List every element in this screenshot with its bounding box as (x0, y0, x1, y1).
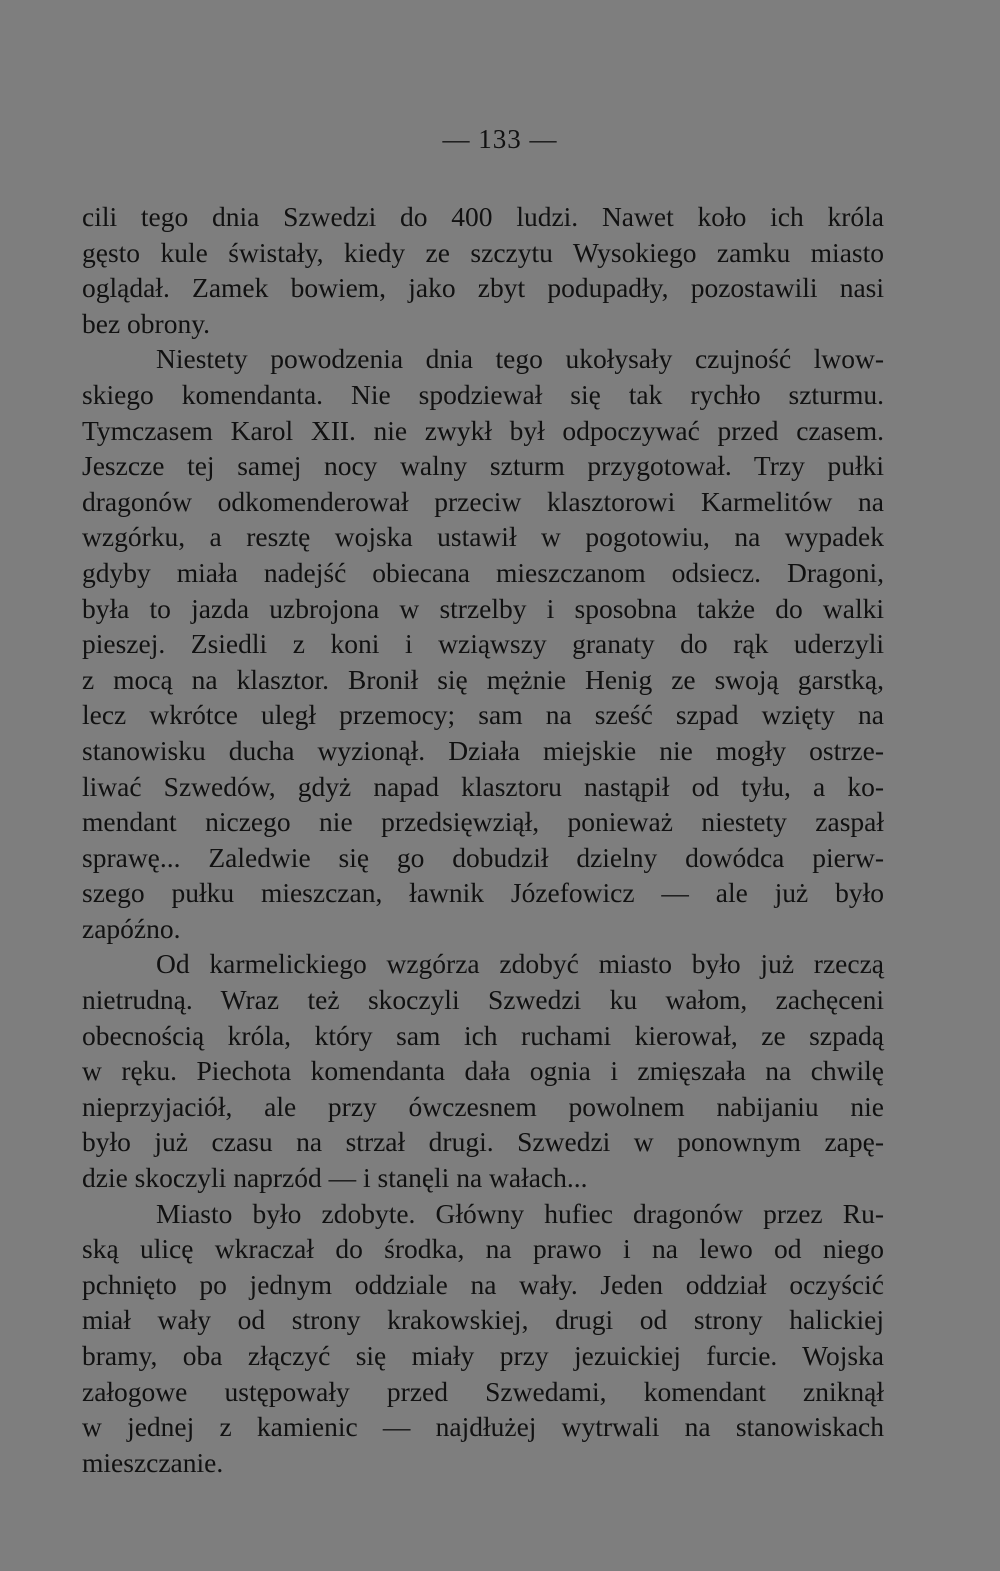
text-line: gęsto kule świstały, kiedy ze szczytu Wysokiego zamku miasto (82, 236, 884, 268)
text-line: bez obrony. (82, 307, 211, 339)
text-line: dragonów odkomenderował przeciw klasztorowi Karmelitów na (82, 485, 884, 517)
text-line: liwać Szwedów, gdyż napad klasztoru nastąpił od tyłu, a ko- (82, 770, 884, 802)
text-line: była to jazda uzbrojona w strzelby i sposobna także do walki (82, 592, 884, 624)
text-line: stanowisku ducha wyzionął. Działa miejskie nie mogły ostrze- (82, 734, 884, 766)
text-line: cili tego dnia Szwedzi do 400 ludzi. Nawet koło ich króla (82, 201, 884, 232)
text-line: gdyby miała nadejść obiecana mieszczanom odsiecz. Dragoni, (82, 556, 884, 588)
text-line: z mocą na klasztor. Bronił się mężnie Henig ze swoją garstką, (82, 663, 884, 695)
text-line: oglądał. Zamek bowiem, jako zbyt podupadły, pozostawili nasi (82, 272, 884, 304)
text-line: mendant niczego nie przedsięwziął, ponieważ niestety zaspał (82, 806, 884, 838)
text-line: Jeszcze tej samej nocy walny szturm przygotował. Trzy pułki (82, 450, 884, 482)
text-line: dzie skoczyli naprzód — i stanęli na wałach... (82, 1162, 588, 1194)
text-line: było już czasu na strzał drugi. Szwedzi w ponownym zapę- (82, 1126, 884, 1158)
text-line: obecnością króla, który sam ich ruchami kierował, ze szpadą (82, 1019, 884, 1051)
text-line: wzgórku, a resztę wojska ustawił w pogotowiu, na wypadek (82, 521, 884, 553)
text-line: nieprzyjaciół, ale przy ówczesnem powolnem nabijaniu nie (82, 1090, 884, 1122)
text-line: nietrudną. Wraz też skoczyli Szwedzi ku wałom, zachęceni (82, 984, 884, 1016)
text-line: załogowe ustępowały przed Szwedami, komendant zniknął (82, 1375, 884, 1407)
text-line: Od karmelickiego wzgórza zdobyć miasto było już rzeczą (156, 948, 884, 980)
text-line: Niestety powodzenia dnia tego ukołysały czujność lwow- (156, 343, 884, 375)
text-line: pchnięto po jednym oddziale na wały. Jeden oddział oczyścić (82, 1268, 884, 1300)
text-line: bramy, oba złączyć się miały przy jezuickiej furcie. Wojska (82, 1340, 884, 1371)
text-line: Tymczasem Karol XII. nie zwykł był odpoczywać przed czasem. (82, 414, 884, 446)
text-line: w jednej z kamienic — najdłużej wytrwali na stanowiskach (82, 1411, 884, 1443)
text-line: lecz wkrótce uległ przemocy; sam na sześć szpad wzięty na (82, 699, 884, 731)
page-number: — 133 — (442, 124, 558, 154)
text-line: ską ulicę wkraczał do środka, na prawo i na lewo od niego (82, 1233, 884, 1265)
text-line: zapóźno. (82, 912, 181, 944)
text-line: skiego komendanta. Nie spodziewał się tak rychło szturmu. (82, 378, 884, 410)
text-line: miał wały od strony krakowskiej, drugi od strony halickiej (82, 1304, 884, 1336)
text-line: szego pułku mieszczan, ławnik Józefowicz — ale już było (82, 877, 884, 909)
text-line: sprawę... Zaledwie się go dobudził dzielny dowódca pierw- (82, 841, 884, 873)
text-line: mieszczanie. (82, 1446, 224, 1478)
body-text (82, 199, 884, 1480)
text-line: Miasto było zdobyte. Główny hufiec dragonów przez Ru- (156, 1197, 884, 1229)
text-line: w ręku. Piechota komendanta dała ognia i zmięszała na chwilę (82, 1055, 884, 1087)
text-line: pieszej. Zsiedli z koni i wziąwszy granaty do rąk uderzyli (82, 628, 884, 660)
